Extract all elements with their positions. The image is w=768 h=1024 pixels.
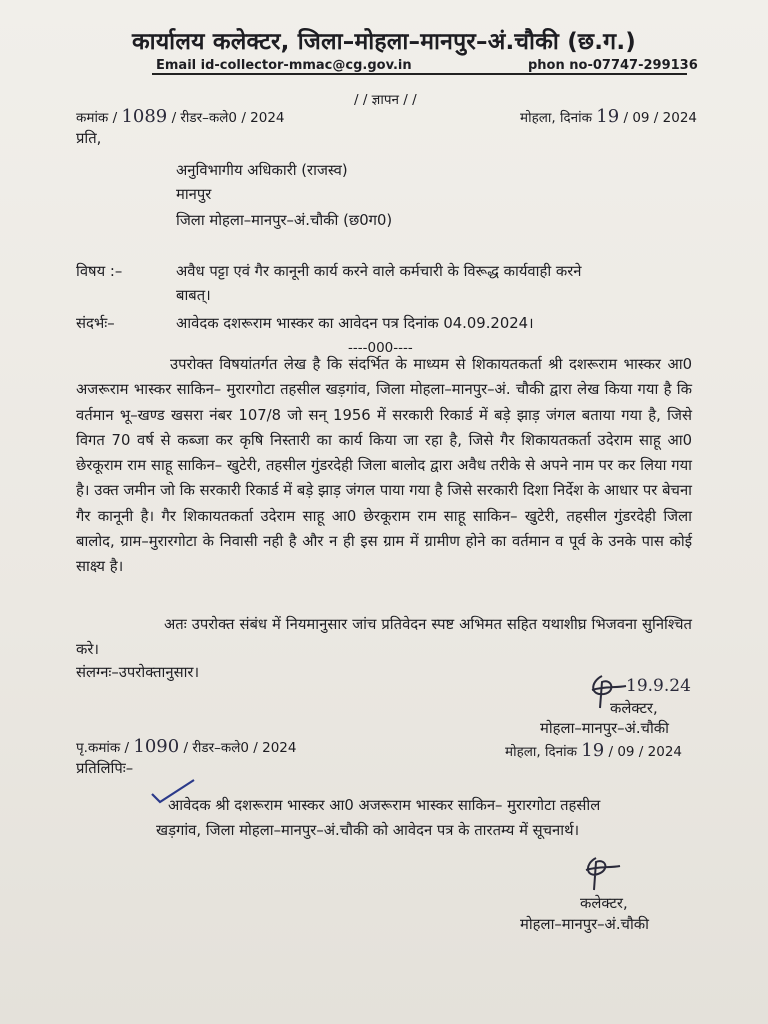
- ref-number-handwritten: 1089: [121, 106, 168, 127]
- letterhead-divider: [152, 73, 687, 75]
- signature-1-district: मोहला–मानपुर–अं.चौकी: [540, 720, 669, 737]
- to-line-2: मानपुर: [176, 186, 212, 203]
- signature-2-title: कलेक्टर,: [580, 895, 628, 912]
- reference-label: संदर्भः–: [76, 315, 115, 332]
- subject-line-2: बाबत्।: [176, 287, 211, 304]
- signature-1-date: 19.9.24: [626, 676, 691, 696]
- ref-suffix: / रीडर–कले0 / 2024: [171, 110, 285, 126]
- separator: ----000----: [348, 340, 413, 356]
- copy-line-2: खड़गांव, जिला मोहला–मानपुर–अं.चौकी को आवेदन पत्र के तारतम्य में सूचनार्थ।: [156, 822, 580, 839]
- ref2-day-handwritten: 19: [581, 740, 605, 761]
- ref2-number-line: [76, 736, 296, 757]
- letterhead-office: कार्यालय कलेक्टर, जिला–मोहला–मानपुर–अं.चौकी (छ.ग.): [132, 29, 636, 55]
- ref-day-handwritten: 19: [596, 106, 620, 127]
- body-paragraph: उपरोक्त विषयांतर्गत लेख है कि संदर्भित के माध्यम से शिकायतकर्ता श्री दशरूराम भास्कर आ0 अजरूराम भास्कर साकिन– मुरारगोटा तहसील खड़गांव, जिला मोहला–मानपुर–अं. चौकी द्वारा लेख किया गया है कि वर्तमान भू–खण्ड खसरा नंबर 107/8 जो सन् 1956 में सरकारी रिकार्ड में बड़े झाड़ जंगल बताया गया है, जिसे विगत 70 वर्ष से कब्जा कर कृषि निस्तारी का कार्य किया जा रहा है, जिसे गैर शिकायतकर्ता उदेराम साहू आ0 छेरकूराम राम साहू साकिन– खुटेरी, तहसील गुंडरदेही जिला बालोद द्वारा अवैध तरीके से अपने नाम पर कर लिया गया है। उक्त जमीन जो कि सरकारी रिकार्ड में बड़े झाड़ जंगल पाया गया है जिसे सरकारी दिशा निर्देश के आधार पर बेचना गैर कानूनी है। गैर शिकायतकर्ता उदेराम साहू आ0 छेरकूराम राम साहू साकिन– खुटेरी, तहसील गुंडरदेही जिला बालोद, ग्राम–मुरारगोटा के निवासी नही है और न ही इस ग्राम में ग्रामीण होने का वर्तमान व पूर्व के उनके पास कोई साक्ष्य है।: [76, 356, 692, 576]
- memo-label: / / ज्ञापन / /: [354, 92, 417, 108]
- ref2-month-year: / 09 / 2024: [608, 744, 683, 760]
- ref2-number-handwritten: 1090: [133, 736, 180, 757]
- signature-2-district: मोहला–मानपुर–अं.चौकी: [520, 916, 649, 933]
- ref-label: कमांक /: [76, 110, 118, 126]
- to-line-3: जिला मोहला–मानपुर–अं.चौकी (छ0ग0): [176, 212, 393, 229]
- copy-label: प्रतिलिपिः–: [76, 760, 134, 777]
- subject-label: विषय :–: [76, 263, 123, 280]
- ref2-label: पृ.कमांक /: [76, 740, 130, 756]
- letterhead-email: Email id-collector-mmac@cg.gov.in: [156, 58, 412, 73]
- ref-place-date-label: मोहला, दिनांक: [520, 110, 592, 126]
- signature-1-title: कलेक्टर,: [610, 700, 658, 717]
- subject-line-1: अवैध पट्टा एवं गैर कानूनी कार्य करने वाले कर्मचारी के विरूद्ध कार्यवाही करने: [176, 263, 582, 280]
- reference-text: आवेदक दशरूराम भास्कर का आवेदन पत्र दिनांक 04.09.2024।: [176, 315, 534, 332]
- instruction-paragraph: अतः उपरोक्त संबंध में नियमानुसार जांच प्रतिवेदन स्पष्ट अभिमत सहित यथाशीघ्र भिजवना सुनिश्चित करे।: [76, 616, 692, 659]
- ref-date-line: [520, 106, 697, 127]
- to-line-1: अनुविभागीय अधिकारी (राजस्व): [176, 162, 348, 179]
- ref2-suffix: / रीडर–कले0 / 2024: [183, 740, 297, 756]
- ref-month-year: / 09 / 2024: [623, 110, 698, 126]
- ref-number-line: [76, 106, 285, 127]
- ref2-date-line: [505, 740, 682, 761]
- collector-signature-2: [578, 854, 628, 894]
- to-label: प्रति,: [76, 130, 102, 147]
- ref2-place-date-label: मोहला, दिनांक: [505, 744, 577, 760]
- enclosure: संलग्नः–उपरोक्तानुसार।: [76, 664, 200, 681]
- copy-line-1: आवेदक श्री दशरूराम भास्कर आ0 अजरूराम भास्कर साकिन– मुरारगोटा तहसील: [168, 797, 601, 814]
- letterhead-phone: phon no-07747-299136: [528, 58, 698, 73]
